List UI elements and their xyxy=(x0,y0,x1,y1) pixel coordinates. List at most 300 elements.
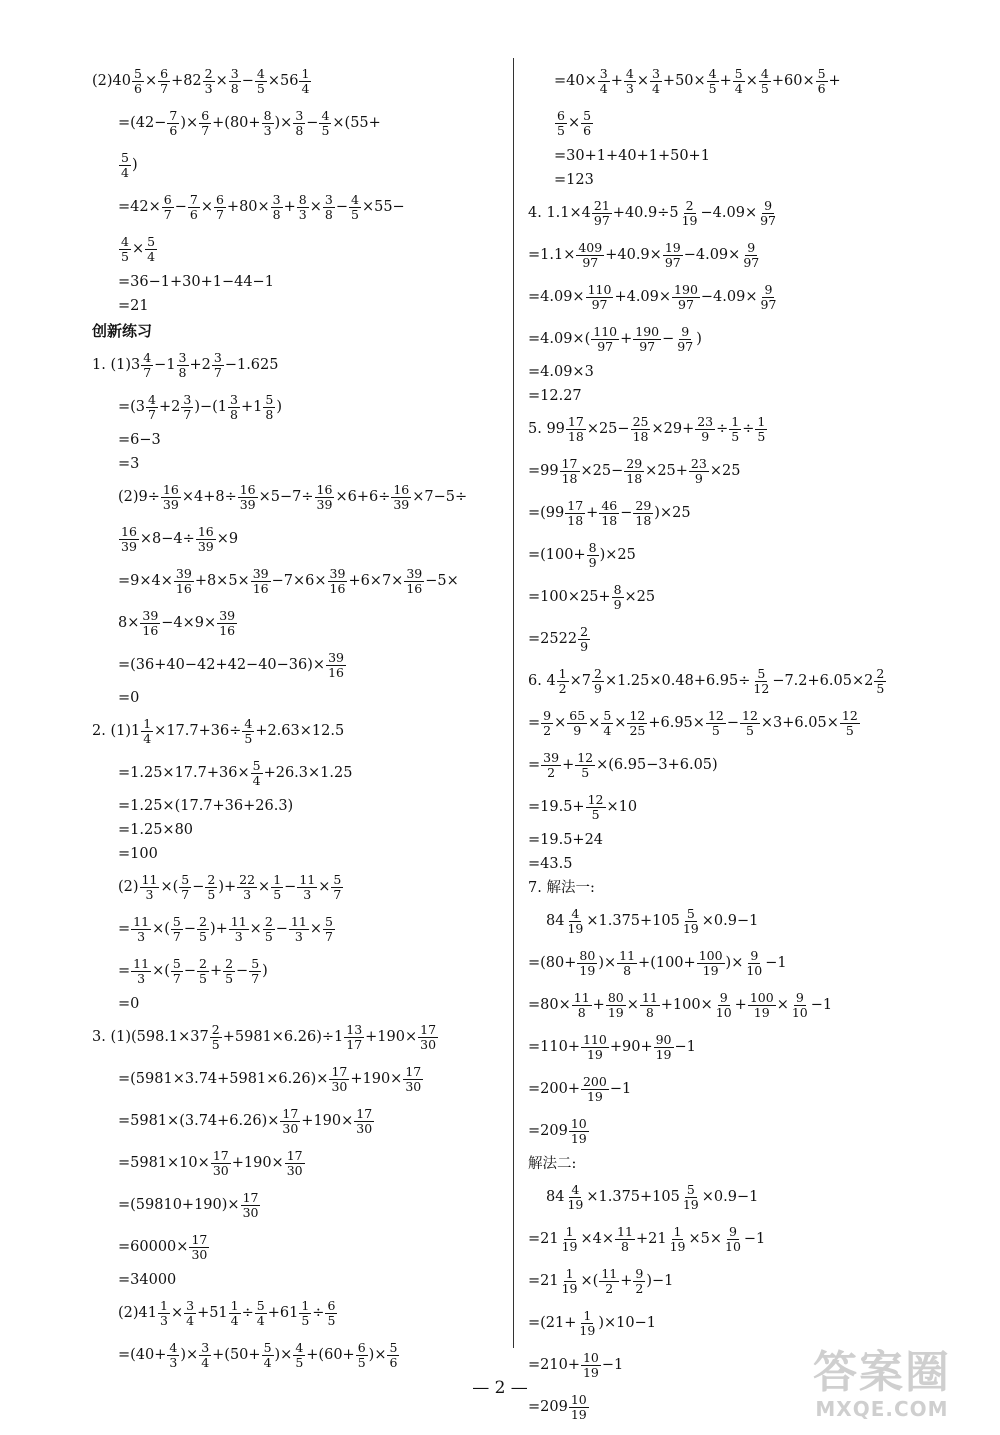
math-text: =(36+40−42+42−40−36)× xyxy=(118,657,326,673)
fraction xyxy=(640,991,660,1020)
numerator: 4 xyxy=(571,1181,580,1197)
fraction xyxy=(299,1299,311,1328)
fraction xyxy=(119,235,131,264)
denominator: 16 xyxy=(406,580,423,596)
fraction xyxy=(315,483,335,512)
math-text: ×0.9−1 xyxy=(701,1189,759,1205)
math-text: =209 xyxy=(528,1399,568,1415)
denominator: 19 xyxy=(682,1196,699,1212)
math-text: =200+ xyxy=(528,1081,580,1097)
math-line xyxy=(528,408,948,450)
numerator: 12 xyxy=(841,707,858,723)
denominator: 30 xyxy=(242,1204,259,1220)
math-text: × xyxy=(170,1305,184,1321)
fraction xyxy=(741,241,761,270)
denominator: 5 xyxy=(745,722,754,738)
math-text: +1 xyxy=(240,399,263,415)
math-text: −4.09× xyxy=(700,289,758,305)
denominator: 5 xyxy=(357,1354,366,1370)
math-text: )× xyxy=(368,1347,387,1363)
numerator: 23 xyxy=(690,455,707,471)
numerator: 16 xyxy=(121,523,137,539)
math-text: = xyxy=(528,757,541,773)
denominator: 10 xyxy=(715,1004,732,1020)
numerator: 65 xyxy=(569,707,586,723)
denominator: 9 xyxy=(613,596,622,612)
numerator: 17 xyxy=(356,1105,373,1121)
math-line xyxy=(92,476,502,518)
numerator: 11 xyxy=(619,947,636,963)
math-text: + xyxy=(562,757,575,773)
math-text: ×8−4÷ xyxy=(139,531,195,547)
fraction xyxy=(280,1107,300,1136)
denominator: 19 xyxy=(561,1280,578,1296)
math-text: 3. (1)(598.1×37 xyxy=(92,1029,209,1045)
denominator: 5 xyxy=(225,970,234,986)
math-text: −1 xyxy=(765,955,787,971)
math-text: − xyxy=(306,115,319,131)
denominator: 6 xyxy=(134,80,142,96)
numerator: 5 xyxy=(583,107,592,123)
denominator: 8 xyxy=(265,406,274,422)
math-text: ×25 xyxy=(709,463,741,479)
denominator: 3 xyxy=(169,1354,178,1370)
numerator: 22 xyxy=(239,871,256,887)
math-text: +190× xyxy=(365,1029,418,1045)
denominator: 97 xyxy=(639,338,656,354)
fraction xyxy=(418,1023,438,1052)
fraction xyxy=(572,991,592,1020)
math-text: =123 xyxy=(554,172,594,188)
numerator: 2 xyxy=(876,665,885,681)
fraction xyxy=(323,193,335,222)
math-text: =40× xyxy=(554,73,597,89)
math-line xyxy=(528,318,948,360)
math-text: =(59810+190)× xyxy=(118,1197,240,1213)
math-text: )−1 xyxy=(646,1273,674,1289)
numerator: 110 xyxy=(582,1031,607,1047)
math-line xyxy=(92,1226,502,1268)
denominator: 19 xyxy=(682,920,699,936)
math-text: × xyxy=(215,73,228,89)
numerator: 2 xyxy=(211,1021,220,1037)
fraction xyxy=(171,915,183,944)
math-text: − xyxy=(183,963,196,979)
fraction xyxy=(581,1033,609,1062)
denominator: 3 xyxy=(160,1312,168,1328)
math-line xyxy=(92,386,502,428)
fraction xyxy=(251,759,263,788)
denominator: 97 xyxy=(678,296,694,312)
math-text: =0 xyxy=(118,996,140,1012)
numerator: 12 xyxy=(577,749,594,765)
fraction xyxy=(560,1225,580,1254)
numerator: 5 xyxy=(265,391,274,407)
math-line xyxy=(528,144,948,168)
numerator: 7 xyxy=(169,107,178,123)
math-line xyxy=(528,786,948,828)
numerator: 10 xyxy=(570,1391,587,1407)
math-line xyxy=(528,384,948,408)
math-text: 6. 4 xyxy=(528,673,556,689)
fraction xyxy=(541,751,561,780)
denominator: 3 xyxy=(243,886,252,902)
denominator: 2 xyxy=(635,1280,644,1296)
math-text: =80× xyxy=(528,997,571,1013)
numerator: 2 xyxy=(594,665,602,681)
fraction xyxy=(748,991,776,1020)
math-text: −1 xyxy=(810,997,833,1013)
numerator: 12 xyxy=(587,791,604,807)
math-text: )−(1 xyxy=(194,399,228,415)
numerator: 5 xyxy=(686,1181,695,1197)
denominator: 30 xyxy=(331,1078,348,1094)
numerator: 6 xyxy=(201,107,210,123)
denominator: 4 xyxy=(599,80,608,96)
fraction xyxy=(285,1149,305,1178)
numerator: 3 xyxy=(183,391,192,407)
fraction xyxy=(387,1341,399,1370)
numerator: 11 xyxy=(133,913,150,929)
math-text: + xyxy=(620,331,633,347)
numerator: 100 xyxy=(698,947,723,963)
denominator: 19 xyxy=(570,1406,587,1422)
math-text: × xyxy=(636,73,649,89)
denominator: 10 xyxy=(725,1238,741,1254)
denominator: 8 xyxy=(230,406,238,422)
fraction xyxy=(689,457,709,486)
numerator: 4 xyxy=(169,1339,178,1355)
denominator: 30 xyxy=(356,1120,373,1136)
fraction xyxy=(650,67,662,96)
numerator: 3 xyxy=(295,107,304,123)
fraction xyxy=(617,949,637,978)
numerator: 1 xyxy=(143,715,152,731)
denominator: 7 xyxy=(148,406,156,422)
math-text: ×7−5÷ xyxy=(412,489,468,505)
denominator: 7 xyxy=(172,928,181,944)
denominator: 5 xyxy=(321,122,330,138)
math-text: ×5−7÷ xyxy=(258,489,314,505)
denominator: 7 xyxy=(163,206,172,222)
math-text: )+ xyxy=(209,921,228,937)
math-line xyxy=(92,144,502,186)
denominator: 4 xyxy=(143,730,152,746)
math-text: − xyxy=(183,921,196,937)
math-text: =(80+ xyxy=(528,955,577,971)
numerator: 39 xyxy=(328,649,344,665)
denominator: 9 xyxy=(573,722,582,738)
numerator: 39 xyxy=(329,565,346,581)
fraction xyxy=(565,907,585,936)
math-text: + xyxy=(734,997,747,1013)
math-line xyxy=(92,1334,502,1376)
math-text: =1.25×17.7+36× xyxy=(118,765,250,781)
math-text: =(5981×3.74+5981×6.26)× xyxy=(118,1071,329,1087)
math-text: × xyxy=(745,73,758,89)
fraction xyxy=(633,499,653,528)
numerator: 5 xyxy=(333,871,342,887)
fraction xyxy=(759,283,779,312)
numerator: 11 xyxy=(601,1265,618,1281)
math-text: )×25 xyxy=(599,547,636,563)
denominator: 18 xyxy=(561,470,578,486)
numerator: 1 xyxy=(558,665,567,681)
math-text: −1 xyxy=(609,1081,632,1097)
fraction xyxy=(189,1233,209,1262)
math-text: )×10−1 xyxy=(598,1315,656,1331)
fraction xyxy=(733,67,745,96)
math-text: ×10 xyxy=(606,799,638,815)
denominator: 5 xyxy=(876,680,885,696)
denominator: 4 xyxy=(301,80,310,96)
fraction xyxy=(326,651,346,680)
numerator: 2 xyxy=(198,955,207,971)
math-text: +190× xyxy=(231,1155,284,1171)
math-text: −1 xyxy=(601,1357,624,1373)
fraction xyxy=(555,109,567,138)
fraction xyxy=(627,709,647,738)
math-text: × xyxy=(554,715,567,731)
math-text: =12.27 xyxy=(528,388,582,404)
numerator: 2 xyxy=(204,65,213,81)
math-text: =5981×10× xyxy=(118,1155,210,1171)
denominator: 19 xyxy=(567,1196,584,1212)
numerator: 90 xyxy=(655,1031,672,1047)
numerator: 1 xyxy=(757,413,766,429)
math-text: × xyxy=(258,879,271,895)
fraction xyxy=(271,193,283,222)
math-text: =4.09×( xyxy=(528,331,591,347)
fraction xyxy=(404,567,424,596)
fraction xyxy=(188,193,200,222)
denominator: 5 xyxy=(845,722,854,738)
fraction xyxy=(197,915,209,944)
numerator: 5 xyxy=(181,871,190,887)
math-text: )× xyxy=(180,115,199,131)
fraction xyxy=(874,667,886,696)
fraction xyxy=(697,949,725,978)
numerator: 12 xyxy=(629,707,646,723)
fraction xyxy=(255,1299,267,1328)
math-text: +82 xyxy=(171,73,202,89)
fraction xyxy=(141,717,153,746)
fraction xyxy=(633,1267,645,1296)
numerator: 17 xyxy=(191,1231,208,1247)
numerator: 16 xyxy=(197,523,214,539)
math-line xyxy=(528,900,948,942)
denominator: 5 xyxy=(757,428,766,444)
math-text: = xyxy=(118,921,131,937)
fraction xyxy=(576,241,604,270)
denominator: 97 xyxy=(760,296,777,312)
fraction xyxy=(131,957,151,986)
math-line xyxy=(92,560,502,602)
fraction xyxy=(567,709,587,738)
denominator: 5 xyxy=(557,122,565,138)
fraction xyxy=(119,151,131,180)
numerator: 80 xyxy=(579,947,596,963)
math-text: + xyxy=(620,1273,633,1289)
numerator: 17 xyxy=(567,497,584,513)
math-line xyxy=(528,744,948,786)
fraction xyxy=(229,67,241,96)
fraction xyxy=(624,67,636,96)
fraction xyxy=(706,709,726,738)
numerator: 5 xyxy=(817,65,826,81)
math-text: =21 xyxy=(528,1273,559,1289)
fraction xyxy=(211,1149,231,1178)
math-text: +26.3×1.25 xyxy=(263,765,353,781)
math-text: (2)9÷ xyxy=(118,489,160,505)
fraction xyxy=(681,1183,701,1212)
denominator: 19 xyxy=(607,1004,624,1020)
math-text: ×25− xyxy=(586,421,630,437)
denominator: 19 xyxy=(570,1130,587,1146)
math-text: =(3 xyxy=(118,399,146,415)
math-text: )× xyxy=(274,115,293,131)
math-text: +6.95× xyxy=(648,715,705,731)
fraction xyxy=(161,483,181,512)
numerator: 17 xyxy=(282,1105,299,1121)
math-text: +90+ xyxy=(609,1039,653,1055)
math-text: =4.09× xyxy=(528,289,585,305)
numerator: 3 xyxy=(186,1297,195,1313)
math-text: −5× xyxy=(425,573,459,589)
numerator: 5 xyxy=(389,1339,398,1355)
denominator: 3 xyxy=(204,80,213,96)
denominator: 9 xyxy=(694,470,703,486)
fraction xyxy=(566,415,586,444)
numerator: 39 xyxy=(175,565,192,581)
math-line xyxy=(92,644,502,686)
denominator: 7 xyxy=(183,406,192,422)
math-line xyxy=(92,102,502,144)
numerator: 5 xyxy=(251,955,260,971)
numerator: 6 xyxy=(327,1297,336,1313)
fraction xyxy=(695,415,715,444)
fraction xyxy=(599,1267,619,1296)
denominator: 5 xyxy=(198,928,207,944)
fraction xyxy=(675,325,695,354)
numerator: 17 xyxy=(420,1021,437,1037)
math-text: × xyxy=(309,199,322,215)
denominator: 16 xyxy=(328,664,344,680)
math-text: ×0.9−1 xyxy=(701,913,759,929)
numerator: 9 xyxy=(764,281,773,297)
denominator: 39 xyxy=(121,538,137,554)
math-text: × xyxy=(588,715,601,731)
numerator: 17 xyxy=(405,1063,422,1079)
fraction xyxy=(199,1341,211,1370)
fraction xyxy=(356,1341,368,1370)
numerator: 16 xyxy=(393,481,410,497)
denominator: 4 xyxy=(263,1354,272,1370)
math-text: =(100+ xyxy=(528,547,586,563)
fraction xyxy=(575,751,595,780)
fraction xyxy=(668,1225,688,1254)
fraction xyxy=(325,1299,337,1328)
numerator: 9 xyxy=(747,239,756,255)
denominator: 5 xyxy=(198,970,207,986)
fraction xyxy=(293,109,305,138)
math-text: =42× xyxy=(118,199,161,215)
math-text: − xyxy=(662,331,675,347)
denominator: 7 xyxy=(251,970,260,986)
math-text: =(40+ xyxy=(118,1347,167,1363)
denominator: 4 xyxy=(734,80,743,96)
numerator: 12 xyxy=(707,707,724,723)
numerator: 3 xyxy=(178,349,187,365)
math-line xyxy=(92,866,502,908)
math-line xyxy=(528,168,948,192)
math-text: +2 xyxy=(159,399,181,415)
numerator: 2 xyxy=(580,623,589,639)
math-line xyxy=(92,186,502,228)
math-text: =100×25+ xyxy=(528,589,611,605)
numerator: 9 xyxy=(681,323,690,339)
numerator: 409 xyxy=(578,239,603,255)
fraction xyxy=(196,525,216,554)
numerator: 17 xyxy=(212,1147,229,1163)
numerator: 5 xyxy=(172,955,181,971)
math-text: +(50+ xyxy=(212,1347,261,1363)
fraction xyxy=(140,609,160,638)
math-text: + xyxy=(719,73,732,89)
numerator: 39 xyxy=(406,565,423,581)
fraction xyxy=(179,873,191,902)
math-line xyxy=(528,942,948,984)
fraction xyxy=(214,193,226,222)
numerator: 4 xyxy=(121,233,129,249)
math-text: ÷ xyxy=(241,1305,254,1321)
math-line xyxy=(528,1302,948,1344)
numerator: 4 xyxy=(351,191,359,207)
math-line xyxy=(528,450,948,492)
numerator: 2 xyxy=(225,955,234,971)
denominator: 5 xyxy=(256,80,265,96)
math-text: =21 xyxy=(528,1231,559,1247)
math-text: + xyxy=(828,73,841,89)
math-text: −1 xyxy=(154,357,176,373)
math-line xyxy=(528,1152,948,1176)
denominator: 16 xyxy=(175,580,192,596)
denominator: 8 xyxy=(577,1004,586,1020)
math-text: +4.09× xyxy=(614,289,672,305)
numerator: 190 xyxy=(674,281,698,297)
math-line xyxy=(92,1058,502,1100)
math-text: +190× xyxy=(350,1071,403,1087)
math-text: ×7 xyxy=(569,673,591,689)
denominator: 39 xyxy=(316,496,333,512)
numerator: 5 xyxy=(603,707,612,723)
denominator: 16 xyxy=(142,622,159,638)
math-text: )+ xyxy=(218,879,237,895)
numerator: 5 xyxy=(256,1297,265,1313)
numerator: 9 xyxy=(635,1265,644,1281)
denominator: 39 xyxy=(393,496,410,512)
math-text: −1 xyxy=(743,1231,766,1247)
fraction xyxy=(349,193,361,222)
fraction xyxy=(119,525,139,554)
math-line xyxy=(528,984,948,1026)
fraction xyxy=(755,415,767,444)
math-text: =110+ xyxy=(528,1039,580,1055)
math-text: = xyxy=(118,963,131,979)
numerator: 17 xyxy=(331,1063,348,1079)
numerator: 3 xyxy=(599,65,608,81)
denominator: 3 xyxy=(137,970,146,986)
